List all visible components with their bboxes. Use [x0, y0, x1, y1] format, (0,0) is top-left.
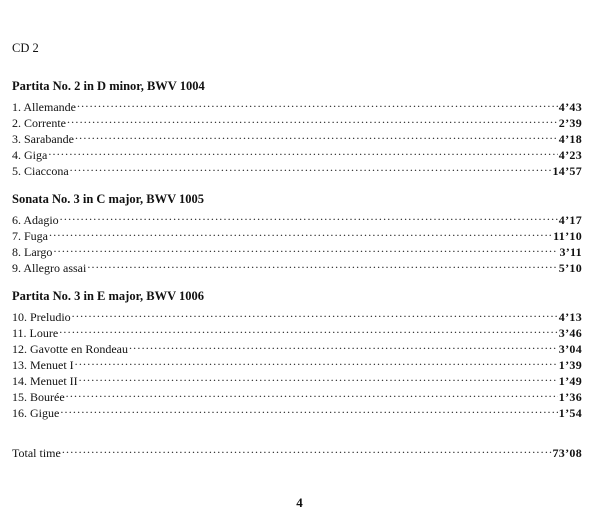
track-row: [12, 401, 582, 420]
track-label: 6. Adagio: [12, 213, 59, 227]
total-time-label: Total time: [12, 446, 61, 460]
dot-leader: [48, 143, 557, 159]
track-duration: 1’39: [558, 358, 582, 372]
dot-leader: [60, 208, 558, 224]
track-row: [12, 337, 582, 356]
track-row: [12, 256, 582, 275]
track-duration: 4’13: [558, 310, 582, 324]
tracklist-page: [12, 40, 582, 460]
work-section: [12, 288, 582, 420]
track-row: [12, 143, 582, 162]
page-number: 4: [296, 495, 303, 510]
track-duration: 4’18: [558, 132, 582, 146]
track-duration: 5’10: [558, 261, 582, 275]
track-row: [12, 240, 582, 259]
track-duration: 1’36: [558, 390, 582, 404]
track-label: 13. Menuet I: [12, 358, 74, 372]
track-row: [12, 208, 582, 227]
work-title: Sonata No. 3 in C major, BWV 1005: [12, 192, 205, 206]
work-title: Partita No. 3 in E major, BWV 1006: [12, 289, 205, 303]
dot-leader: [60, 401, 557, 417]
dot-leader: [59, 321, 558, 337]
dot-leader: [75, 353, 558, 369]
track-label: 15. Bourée: [12, 390, 65, 404]
track-duration: 3’11: [559, 245, 582, 259]
dot-leader: [62, 441, 552, 457]
track-row: [12, 224, 582, 243]
total-time-row: [12, 441, 582, 460]
track-label: 16. Gigue: [12, 406, 60, 420]
track-duration: 1’49: [558, 374, 582, 388]
dot-leader: [66, 385, 558, 401]
track-label: 14. Menuet II: [12, 374, 78, 388]
track-row: [12, 305, 582, 324]
track-row: [12, 111, 582, 130]
track-label: 10. Preludio: [12, 310, 71, 324]
track-row: [12, 159, 582, 178]
track-row: [12, 127, 582, 146]
dot-leader: [70, 159, 552, 175]
track-label: 8. Largo: [12, 245, 53, 259]
track-row: [12, 353, 582, 372]
track-duration: 3’04: [558, 342, 582, 356]
work-title: Partita No. 2 in D minor, BWV 1004: [12, 79, 205, 93]
track-row: [12, 321, 582, 340]
dot-leader: [77, 95, 558, 111]
track-label: 4. Giga: [12, 148, 48, 162]
track-label: 2. Corrente: [12, 116, 66, 130]
track-duration: 3’46: [558, 326, 582, 340]
track-duration: 4’17: [558, 213, 582, 227]
track-row: [12, 385, 582, 404]
track-row: [12, 95, 582, 114]
dot-leader: [129, 337, 558, 353]
dot-leader: [67, 111, 558, 127]
work-section: [12, 191, 582, 275]
works-list: [12, 78, 582, 420]
track-row: [12, 369, 582, 388]
track-label: 3. Sarabande: [12, 132, 74, 146]
track-duration: 2’39: [558, 116, 582, 130]
track-duration: 4’43: [558, 100, 582, 114]
track-label: 7. Fuga: [12, 229, 48, 243]
track-duration: 1’54: [558, 406, 582, 420]
track-label: 9. Allegro assai: [12, 261, 87, 275]
dot-leader: [79, 369, 558, 385]
dot-leader: [75, 127, 558, 143]
track-duration: 11’10: [553, 229, 582, 243]
track-label: 11. Loure: [12, 326, 59, 340]
track-duration: 4’23: [558, 148, 582, 162]
dot-leader: [72, 305, 558, 321]
work-section: [12, 78, 582, 178]
disc-label: CD 2: [12, 41, 39, 55]
dot-leader: [87, 256, 557, 272]
total-time-value: 73’08: [552, 446, 582, 460]
track-label: 1. Allemande: [12, 100, 76, 114]
track-label: 12. Gavotte en Rondeau: [12, 342, 128, 356]
track-label: 5. Ciaccona: [12, 164, 69, 178]
dot-leader: [53, 240, 558, 256]
dot-leader: [49, 224, 552, 240]
track-duration: 14’57: [552, 164, 582, 178]
